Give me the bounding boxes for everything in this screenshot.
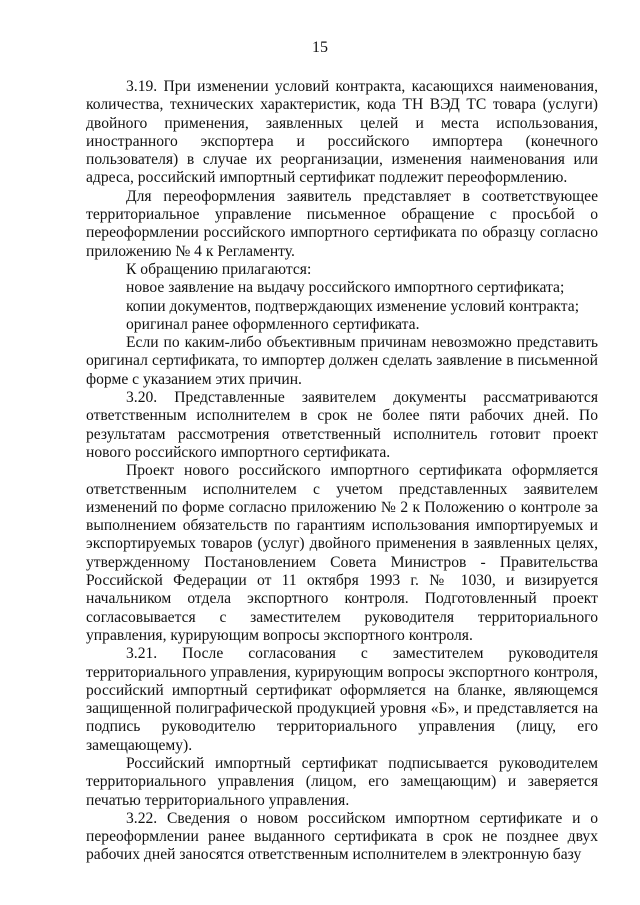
paragraph-3-20: 3.20. Представленные заявителем документы рассматриваются ответственным исполнителем в срок не более пяти рабочих дней. По результатам рассмотрения ответственный исполнитель готовит проект нового российского импортного сертификата. xyxy=(86,389,598,461)
paragraph-attachments-intro: К обращению прилагаются: xyxy=(126,260,312,278)
paragraph-draft-certificate: Проект нового российского импортного сертификата оформляется ответственным исполнителем с учетом представленных заявителем изменений по форме согласно приложению № 2 к Положению о контроле за выполнением обязательств по гарантиям использования импортируемых и экспортируемых товаров (услуг) двойного применения в заявленных целях, утвержденному Постановлением Совета Министров - Правительства Российской Федерации от 11 октября 1993 г. № 1030, и визируется начальником отдела экспортного контроля. Подготовленный проект согласовывается с заместителем руководителя территориального управления, курирующим вопросы экспортного контроля. xyxy=(86,462,598,644)
list-item: оригинал ранее оформленного сертификата. xyxy=(126,315,420,333)
list-item: новое заявление на выдачу российского импортного сертификата; xyxy=(126,279,565,297)
paragraph-signing: Российский импортный сертификат подписывается руководителем территориального управления (лицом, его замещающим) и заверяется печатью территориального управления. xyxy=(86,754,598,809)
paragraph-reissue-request: Для переоформления заявитель представляет в соответствующее территориальное управление письменное обращение с просьбой о переоформлении российского импортного сертификата по образцу согласно приложению № 4 к Регламенту. xyxy=(86,187,598,260)
paragraph-3-19: 3.19. При изменении условий контракта, касающихся наименования, количества, технических характеристик, кода ТН ВЭД ТС товара (услуги) двойного применения, заявленных целей и места использования, иностранного экспортера и российского импортера (конечного пользователя) в случае их реорганизации, изменения наименования или адреса, российский импортный сертификат подлежит переоформлению. xyxy=(86,78,598,187)
paragraph-missing-original: Если по каким-либо объективным причинам невозможно представить оригинал сертификата, то импортер должен сделать заявление в письменной форме с указанием этих причин. xyxy=(86,334,598,388)
paragraph-3-22: 3.22. Сведения о новом российском импортном сертификате и о переоформлении ранее выданного сертификата в срок не позднее двух рабочих дней заносятся ответственным исполнителем в электронную базу xyxy=(86,809,598,864)
page-number: 15 xyxy=(312,39,328,56)
document-body xyxy=(86,78,598,865)
list-item: копии документов, подтверждающих изменение условий контракта; xyxy=(126,297,580,315)
paragraph-3-21: 3.21. После согласования с заместителем руководителя территориального управления, курирующим вопросы экспортного контроля, российский импортный сертификат оформляется на бланке, являющемся защищенной полиграфической продукцией уровня «Б», и представляется на подпись руководителю территориального управления (лицу, его замещающему). xyxy=(86,645,598,754)
